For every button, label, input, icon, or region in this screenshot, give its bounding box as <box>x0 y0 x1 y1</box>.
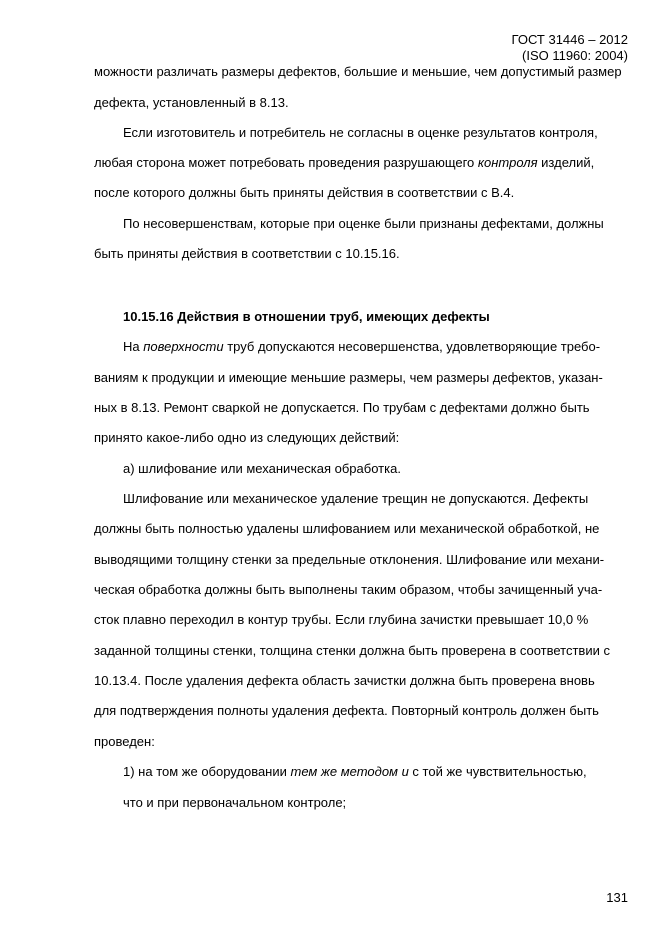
text-line: На поверхности труб допускаются несовершенства, удовлетворяющие требо- <box>123 339 601 354</box>
text-line: что и при первоначальном контроле; <box>123 795 347 810</box>
list-item: а) шлифование или механическая обработка. <box>123 461 401 476</box>
text-line: быть приняты действия в соответствии с 10.15.16. <box>94 246 400 261</box>
text-line: Шлифование или механическое удаление трещин не допускаются. Дефекты <box>123 491 589 506</box>
text-line: должны быть полностью удалены шлифованием или механической обработкой, не <box>94 521 600 536</box>
text-line: можности различать размеры дефектов, большие и меньшие, чем допустимый размер <box>94 64 622 79</box>
text-line: для подтверждения полноты удаления дефекта. Повторный контроль должен быть <box>94 703 599 718</box>
text-line: ваниям к продукции и имеющие меньшие размеры, чем размеры дефектов, указан- <box>94 370 603 385</box>
text-line: сток плавно переходил в контур трубы. Если глубина зачистки превышает 10,0 % <box>94 612 589 627</box>
iso-reference: (ISO 11960: 2004) <box>522 48 628 63</box>
list-item: 1) на том же оборудовании тем же методом и с той же чувствительностью, <box>123 764 587 779</box>
text-line: ческая обработка должны быть выполнены таким образом, чтобы зачищенный уча- <box>94 582 603 597</box>
standard-code: ГОСТ 31446 – 2012 <box>511 32 628 47</box>
section-heading: 10.15.16 Действия в отношении труб, имеющих дефекты <box>123 309 490 324</box>
page-number: 131 <box>606 890 628 905</box>
text-line: после которого должны быть приняты действия в соответствии с В.4. <box>94 185 515 200</box>
text-line: ных в 8.13. Ремонт сваркой не допускается. По трубам с дефектами должно быть <box>94 400 590 415</box>
text-line: выводящими толщину стенки за предельные отклонения. Шлифование или механи- <box>94 552 605 567</box>
text-line: 10.13.4. После удаления дефекта область зачистки должна быть проверена вновь <box>94 673 595 688</box>
text-line: проведен: <box>94 734 155 749</box>
text-line: дефекта, установленный в 8.13. <box>94 95 289 110</box>
emphasis-text: контроля <box>477 155 538 170</box>
emphasis-text: тем же методом и <box>290 764 409 779</box>
text-line: По несовершенствам, которые при оценке были признаны дефектами, должны <box>123 216 604 231</box>
text-line: любая сторона может потребовать проведения разрушающего контроля изделий, <box>94 155 595 170</box>
emphasis-text: поверхности <box>143 339 224 354</box>
document-header <box>512 32 628 64</box>
text-line: Если изготовитель и потребитель не согласны в оценке результатов контроля, <box>123 125 598 140</box>
text-line: принято какое-либо одно из следующих действий: <box>94 430 400 445</box>
text-line: заданной толщины стенки, толщина стенки должна быть проверена в соответствии с <box>94 643 610 658</box>
